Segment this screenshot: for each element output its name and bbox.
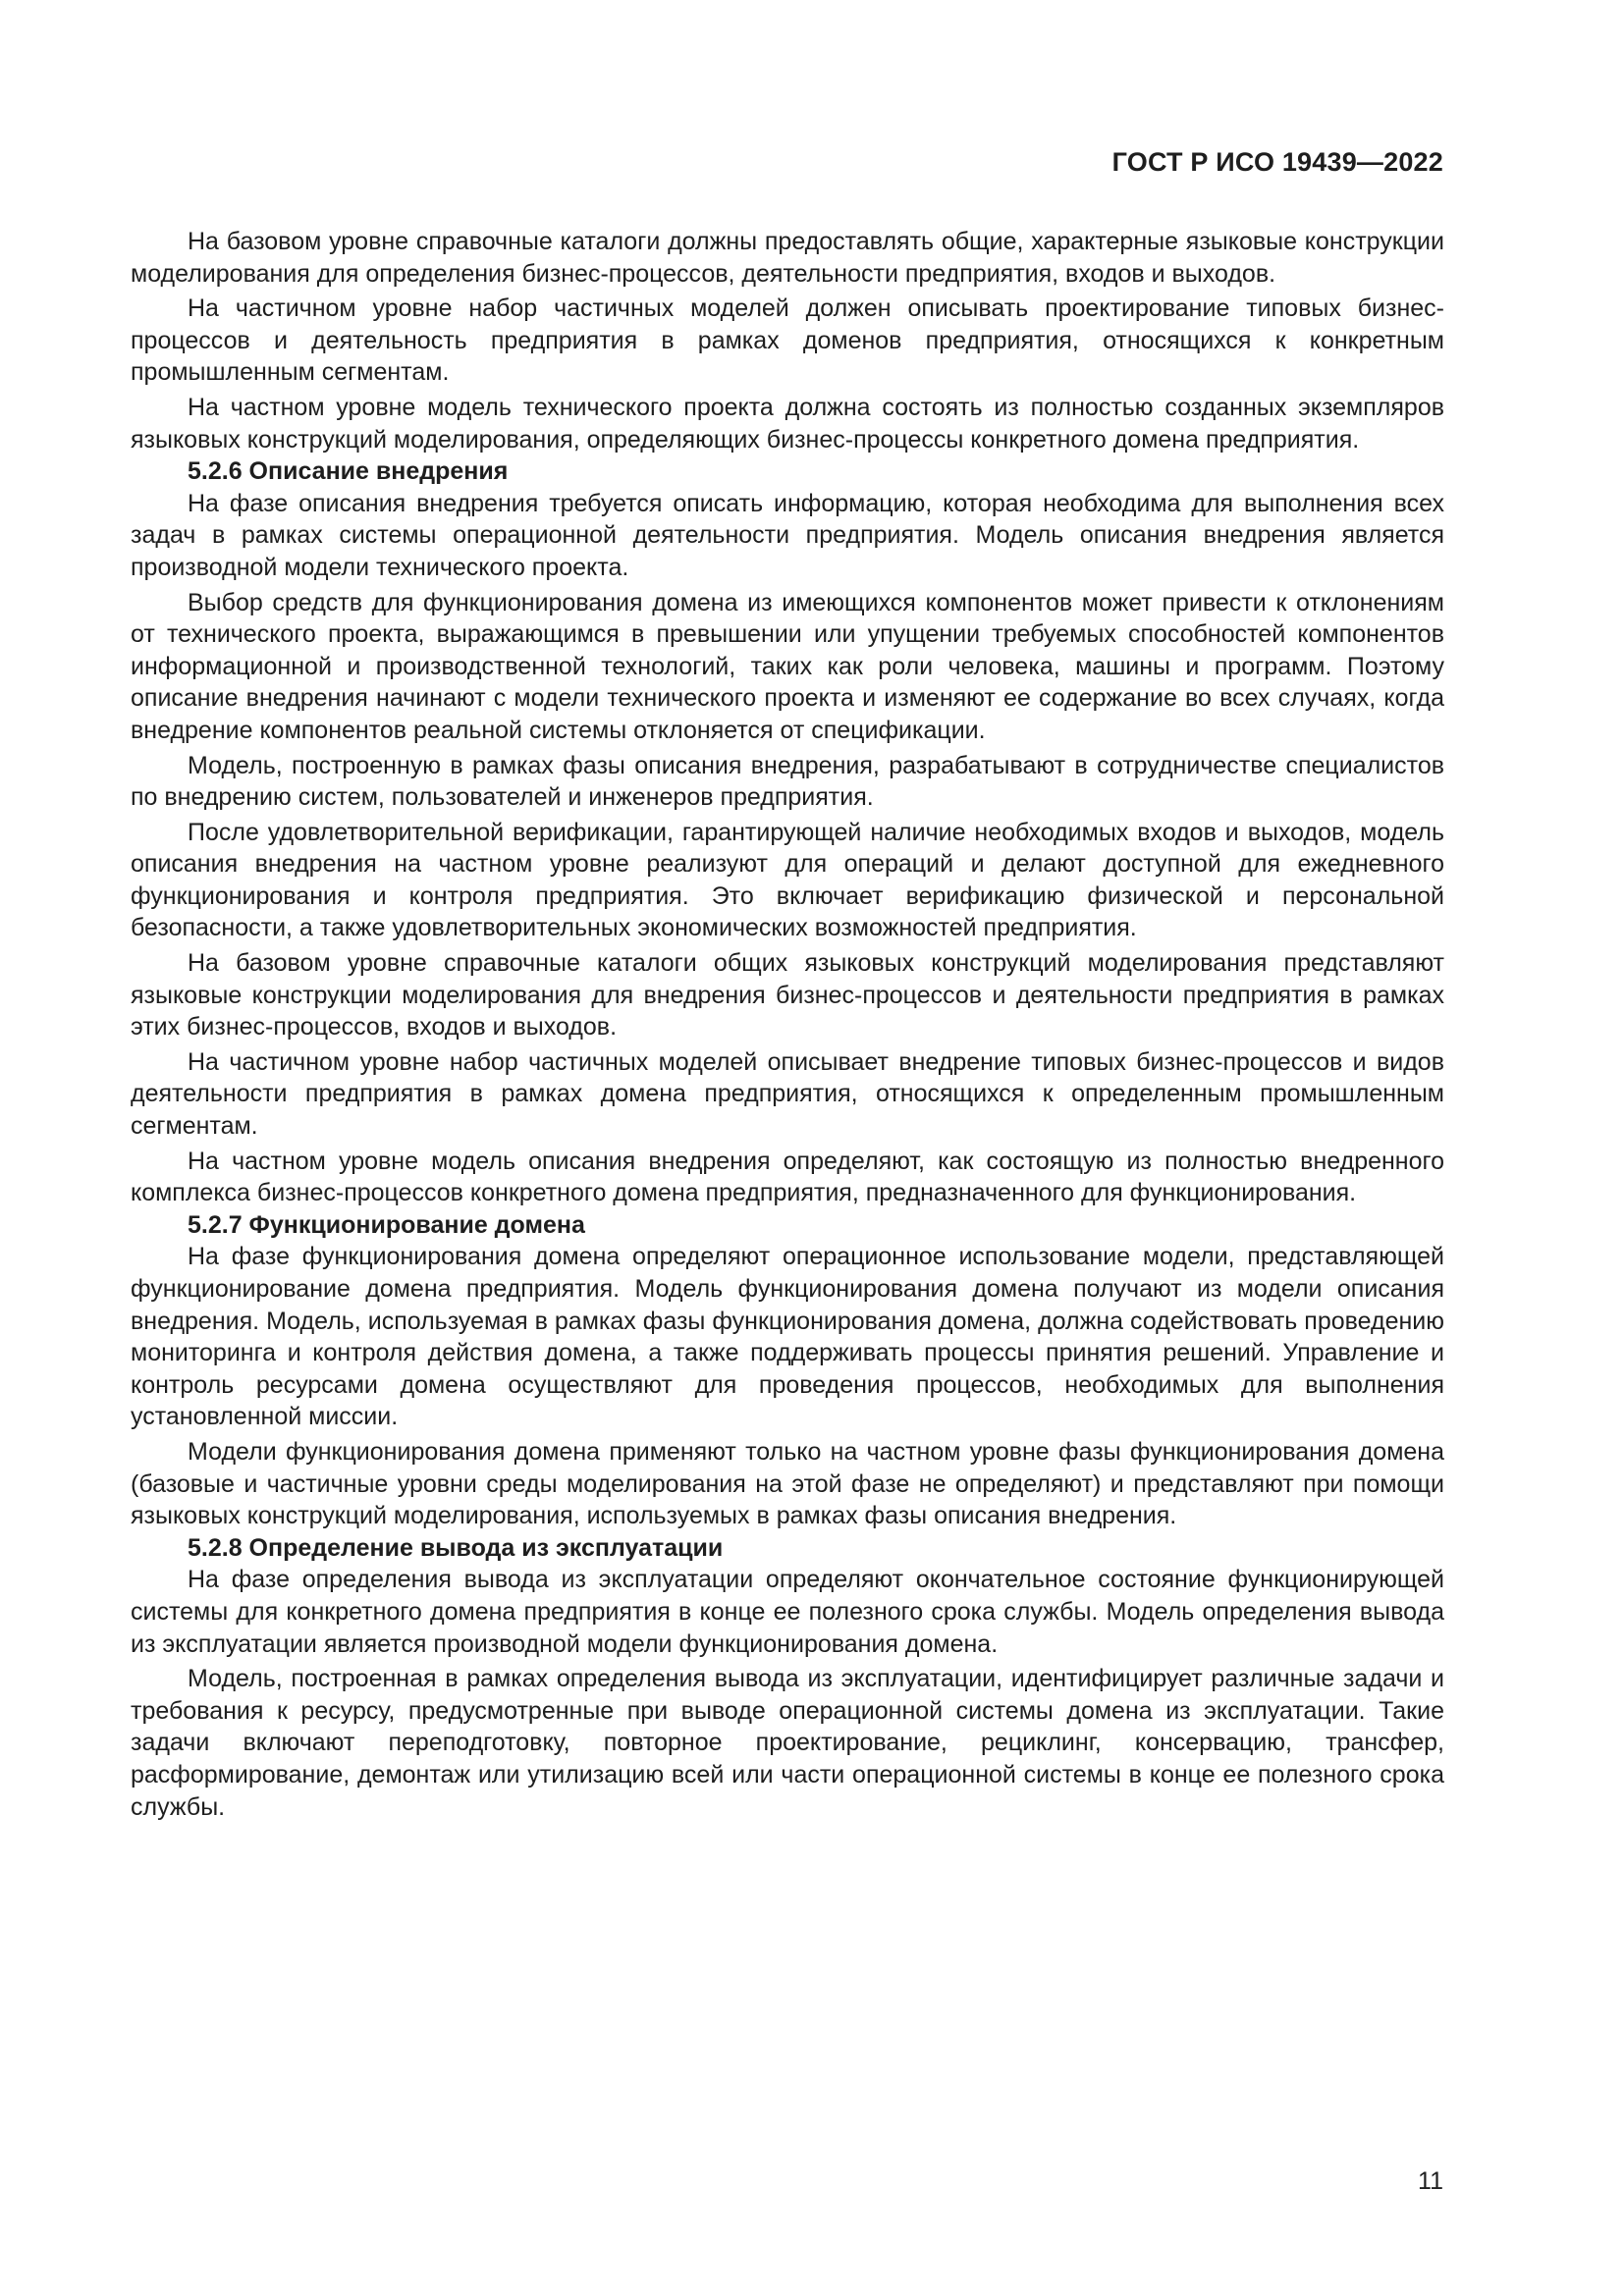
paragraph: На частичном уровне набор частичных моделей должен описывать проектирование типовых бизнес-процессов и деятельность предприятия в рамках доменов предприятия, относящихся к конкретным промышленным сегментам.: [131, 294, 1444, 387]
paragraph: Модель, построенная в рамках определения вывода из эксплуатации, идентифицирует различные задачи и требования к ресурсу, предусмотренные при выводе операционной системы домена из эксплуатации. Такие задачи включают переподготовку, повторное проектирование, рециклинг, консервацию, трансфер, расформирование, демонтаж или утилизацию всей или части операционной системы в конце ее полезного срока службы.: [131, 1665, 1444, 1821]
section-heading-5-2-8: 5.2.8 Определение вывода из эксплуатации: [188, 1533, 724, 1562]
paragraph: После удовлетворительной верификации, гарантирующей наличие необходимых входов и выходов, модель описания внедрения на частном уровне реализуют для операций и делают доступной для ежедневного функционирования и контроля предприятия. Это включает верификацию физической и персональной безопасности, а также удовлетворительных экономических возможностей предприятия.: [131, 818, 1444, 942]
paragraph: На фазе определения вывода из эксплуатации определяют окончательное состояние функционирующей системы для конкретного домена предприятия в конце ее полезного срока службы. Модель определения вывода из эксплуатации является производной модели функционирования домена.: [131, 1566, 1444, 1658]
paragraph: Модели функционирования домена применяют только на частном уровне фазы функционирования домена (базовые и частичные уровни среды моделирования на этой фазе не определяют) и представляют при помощи языковых конструкций моделирования, используемых в рамках фазы описания внедрения.: [131, 1437, 1444, 1530]
paragraph: На базовом уровне справочные каталоги общих языковых конструкций моделирования представляют языковые конструкции моделирования для внедрения бизнес-процессов и деятельности предприятия в рамках этих бизнес-процессов, входов и выходов.: [131, 949, 1444, 1041]
paragraph: На базовом уровне справочные каталоги должны предоставлять общие, характерные языковые конструкции моделирования для определения бизнес-процессов, деятельности предприятия, входов и выходов.: [131, 228, 1444, 288]
paragraph: На частном уровне модель описания внедрения определяют, как состоящую из полностью внедренного комплекса бизнес-процессов конкретного домена предприятия, предназначенного для функционирования.: [131, 1147, 1444, 1207]
document-code-header: ГОСТ Р ИСО 19439—2022: [1111, 147, 1443, 177]
document-body: [131, 226, 1444, 1823]
section-heading-5-2-7: 5.2.7 Функционирование домена: [188, 1210, 585, 1239]
paragraph: На частном уровне модель технического проекта должна состоять из полностью созданных экземпляров языковых конструкций моделирования, определяющих бизнес-процессы конкретного домена предприятия.: [131, 393, 1444, 454]
section-heading-5-2-6: 5.2.6 Описание внедрения: [188, 457, 509, 486]
paragraph: Модель, построенную в рамках фазы описания внедрения, разрабатывают в сотрудничестве специалистов по внедрению систем, пользователей и инженеров предприятия.: [131, 751, 1444, 812]
paragraph: На фазе функционирования домена определяют операционное использование модели, представляющей функционирование домена предприятия. Модель функционирования домена получают из модели описания внедрения. Модель, используемая в рамках фазы функционирования домена, должна содействовать проведению мониторинга и контроля действия домена, а также поддерживать процессы принятия решений. Управление и контроль ресурсами домена осуществляют для проведения процессов, необходимых для выполнения установленной миссии.: [131, 1243, 1444, 1431]
page-number: 11: [1418, 2167, 1443, 2195]
paragraph: Выбор средств для функционирования домена из имеющихся компонентов может привести к отклонениям от технического проекта, выражающимся в превышении или упущении требуемых способностей компонентов информационной и производственной технологий, таких как роли человека, машины и программ. Поэтому описание внедрения начинают с модели технического проекта и изменяют ее содержание во всех случаях, когда внедрение компонентов реальной системы отклоняется от спецификации.: [131, 588, 1444, 744]
paragraph: На фазе описания внедрения требуется описать информацию, которая необходима для выполнения всех задач в рамках системы операционной деятельности предприятия. Модель описания внедрения является производной модели технического проекта.: [131, 489, 1444, 581]
paragraph: На частичном уровне набор частичных моделей описывает внедрение типовых бизнес-процессов и видов деятельности предприятия в рамках домена предприятия, относящихся к определенным промышленным сегментам.: [131, 1047, 1444, 1141]
